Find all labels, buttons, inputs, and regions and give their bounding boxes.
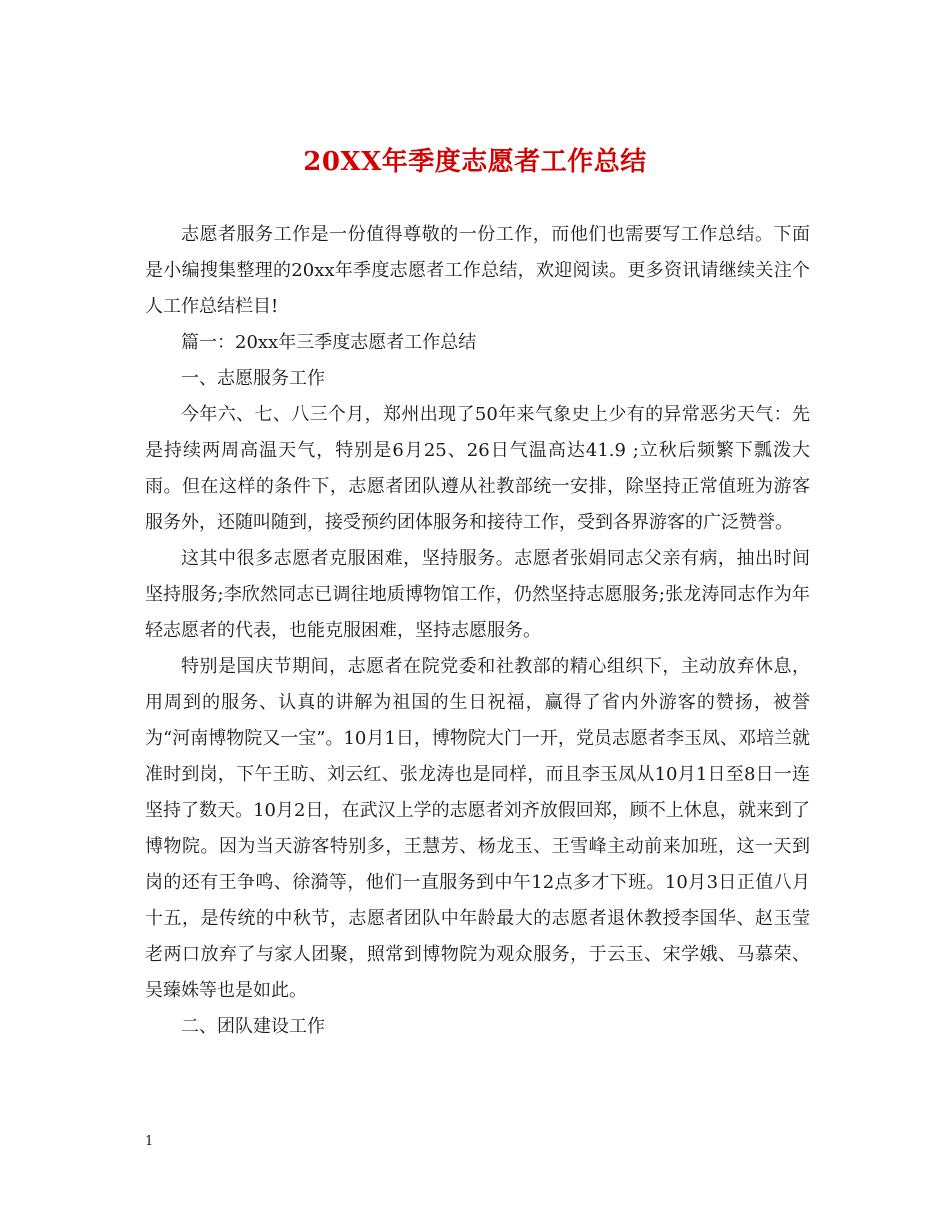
intro-paragraph: 志愿者服务工作是一份值得尊敬的一份工作，而他们也需要写工作总结。下面是小编搜集整理的20xx年季度志愿者工作总结，欢迎阅读。更多资讯请继续关注个人工作总结栏目! <box>145 224 810 317</box>
section-heading-part-one: 篇一：20xx年三季度志愿者工作总结 <box>181 332 477 353</box>
section-heading-team-building: 二、团队建设工作 <box>181 1016 325 1037</box>
overcoming-difficulties-paragraph: 这其中很多志愿者克服困难，坚持服务。志愿者张娟同志父亲有病，抽出时间坚持服务;李欣然同志已调往地质博物馆工作，仍然坚持志愿服务;张龙涛同志作为年轻志愿者的代表，也能克服困难，坚持志愿服务。 <box>145 548 810 641</box>
document-title: 20XX年季度志愿者工作总结 <box>303 147 647 177</box>
page-number: 1 <box>145 1134 154 1149</box>
national-day-paragraph: 特别是国庆节期间，志愿者在院党委和社教部的精心组织下，主动放弃休息，用周到的服务、认真的讲解为祖国的生日祝福，赢得了省内外游客的赞扬，被誉为“河南博物院又一宝”。10月1日，博物院大门一开，党员志愿者李玉凤、邓培兰就准时到岗，下午王昉、刘云红、张龙涛也是同样，而且李玉凤从10月1日至8日一连坚持了数天。10月2日，在武汉上学的志愿者刘齐放假回郑，顾不上休息，就来到了博物院。因为当天游客特别多，王慧芳、杨龙玉、王雪峰主动前来加班，这一天到岗的还有王争鸣、徐漪等，他们一直服务到中午12点多才下班。10月3日正值八月十五，是传统的中秋节，志愿者团队中年龄最大的志愿者退休教授李国华、赵玉莹老两口放弃了与家人团聚，照常到博物院为观众服务，于云玉、宋学娥、马慕荣、吴臻姝等也是如此。 <box>145 656 810 1001</box>
weather-service-paragraph: 今年六、七、八三个月，郑州出现了50年来气象史上少有的异常恶劣天气：先是持续两周高温天气，特别是6月25、26日气温高达41.9 ;立秋后频繁下瓢泼大雨。但在这样的条件下，志愿者团队遵从社教部统一安排，除坚持正常值班为游客服务外，还随叫随到，接受预约团体服务和接待工作，受到各界游客的广泛赞誉。 <box>145 404 810 533</box>
document-body <box>145 217 810 1045</box>
section-heading-volunteer-service: 一、志愿服务工作 <box>181 368 325 389</box>
